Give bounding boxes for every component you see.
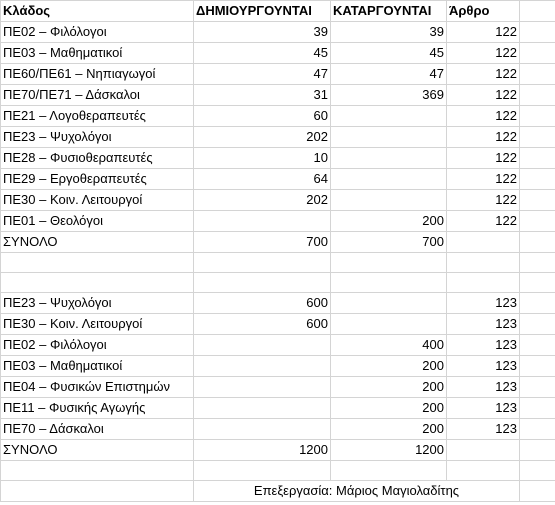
cell-col-2[interactable]: ΔΗΜΙΟΥΡΓΟΥΝΤΑΙ [194,1,331,22]
cell-col-5[interactable] [520,232,555,253]
cell-col-1[interactable]: ΠΕ11 – Φυσικής Αγωγής [1,398,194,419]
cell-col-4[interactable]: 122 [447,64,520,85]
credit-row [1,481,555,502]
cell-col-2[interactable] [194,211,331,232]
table-row [1,22,555,43]
table-row [1,419,555,440]
cell-col-2[interactable] [194,356,331,377]
cell-col-4[interactable]: 122 [447,22,520,43]
cell-col-1[interactable] [1,481,194,502]
empty-row [1,253,555,273]
cell-col-3[interactable]: 47 [331,64,447,85]
table-row [1,314,555,335]
cell-col-4[interactable]: 123 [447,335,520,356]
cell-col-5[interactable] [520,127,555,148]
cell-col-4[interactable] [447,232,520,253]
table-row [1,148,555,169]
table-row [1,335,555,356]
cell-col-1[interactable] [1,461,194,481]
cell-col-1[interactable]: ΠΕ21 – Λογοθεραπευτές [1,106,194,127]
cell-col-2[interactable]: 10 [194,148,331,169]
cell-col-3[interactable]: 200 [331,211,447,232]
cell-col-3[interactable]: 700 [331,232,447,253]
cell-col-5[interactable] [520,293,555,314]
cell-col-5[interactable] [520,461,555,481]
cell-col-4[interactable] [447,440,520,461]
cell-col-1[interactable]: ΠΕ01 – Θεολόγοι [1,211,194,232]
cell-col-4[interactable]: 123 [447,398,520,419]
header-row [1,1,555,22]
total-row [1,232,555,253]
cell-col-1[interactable]: ΠΕ02 – Φιλόλογοι [1,335,194,356]
cell-col-4[interactable]: 123 [447,377,520,398]
cell-col-4[interactable]: 123 [447,419,520,440]
cell-col-5[interactable] [520,440,555,461]
cell-col-5[interactable] [520,43,555,64]
cell-col-1[interactable] [1,253,194,273]
cell-col-5[interactable] [520,419,555,440]
cell-col-5[interactable] [520,190,555,211]
cell-col-4[interactable]: 122 [447,169,520,190]
cell-col-3[interactable]: ΚΑΤΑΡΓΟΥΝΤΑΙ [331,1,447,22]
table-row [1,211,555,232]
cell-col-1[interactable]: ΠΕ29 – Εργοθεραπευτές [1,169,194,190]
table-row [1,64,555,85]
cell-col-2[interactable]: 39 [194,22,331,43]
cell-col-1[interactable]: ΠΕ23 – Ψυχολόγοι [1,127,194,148]
cell-col-4[interactable]: 122 [447,106,520,127]
table-row [1,85,555,106]
cell-col-1[interactable]: ΠΕ70 – Δάσκαλοι [1,419,194,440]
cell-col-3[interactable] [331,148,447,169]
cell-col-4[interactable]: 123 [447,314,520,335]
cell-col-4[interactable] [447,253,520,273]
cell-col-4[interactable] [447,273,520,293]
cell-col-5[interactable] [520,22,555,43]
cell-col-2[interactable] [194,377,331,398]
cell-col-5[interactable] [520,148,555,169]
cell-col-5[interactable] [520,1,555,22]
cell-col-1[interactable]: ΠΕ30 – Κοιν. Λειτουργοί [1,314,194,335]
cell-col-3[interactable]: 369 [331,85,447,106]
table-row [1,169,555,190]
cell-col-1[interactable]: Κλάδος [1,1,194,22]
cell-col-3[interactable] [331,253,447,273]
cell-col-4[interactable]: 122 [447,127,520,148]
cell-col-1[interactable]: ΣΥΝΟΛΟ [1,232,194,253]
cell-col-4[interactable]: 123 [447,356,520,377]
cell-col-2[interactable]: 600 [194,314,331,335]
table-row [1,293,555,314]
table-row [1,398,555,419]
cell-col-5[interactable] [520,169,555,190]
cell-col-2[interactable]: 64 [194,169,331,190]
cell-col-3[interactable]: 45 [331,43,447,64]
cell-col-4[interactable] [447,461,520,481]
cell-col-3[interactable]: 200 [331,419,447,440]
cell-col-3[interactable]: 400 [331,335,447,356]
table-row [1,356,555,377]
cell-col-3[interactable] [331,106,447,127]
cell-col-1[interactable]: ΠΕ60/ΠΕ61 – Νηπιαγωγοί [1,64,194,85]
cell-col-1[interactable]: ΠΕ03 – Μαθηματικοί [1,356,194,377]
cell-col-1[interactable]: ΠΕ30 – Κοιν. Λειτουργοί [1,190,194,211]
cell-col-2[interactable]: 600 [194,293,331,314]
cell-col-1[interactable] [1,273,194,293]
cell-col-4[interactable]: 122 [447,148,520,169]
cell-col-3[interactable]: 39 [331,22,447,43]
credit-text: Επεξεργασία: Μάριος Μαγιολαδίτης [194,481,520,502]
cell-col-5[interactable] [520,85,555,106]
cell-col-1[interactable]: ΠΕ04 – Φυσικών Επιστημών [1,377,194,398]
cell-col-3[interactable] [331,314,447,335]
cell-col-5[interactable] [520,356,555,377]
cell-col-2[interactable]: 202 [194,190,331,211]
cell-col-2[interactable]: 1200 [194,440,331,461]
cell-col-5[interactable] [520,335,555,356]
spreadsheet-body [1,1,555,502]
table-row [1,190,555,211]
cell-col-5[interactable] [520,253,555,273]
cell-col-4[interactable]: 122 [447,43,520,64]
cell-col-1[interactable]: ΠΕ02 – Φιλόλογοι [1,22,194,43]
cell-col-5[interactable] [520,314,555,335]
cell-col-5[interactable] [520,106,555,127]
cell-col-5[interactable] [520,273,555,293]
cell-col-5[interactable] [520,64,555,85]
cell-col-3[interactable] [331,273,447,293]
cell-col-3[interactable]: 200 [331,377,447,398]
total-row [1,440,555,461]
cell-col-4[interactable]: 122 [447,211,520,232]
cell-col-1[interactable]: ΠΕ23 – Ψυχολόγοι [1,293,194,314]
cell-col-3[interactable] [331,127,447,148]
cell-col-2[interactable] [194,398,331,419]
cell-col-3[interactable] [331,293,447,314]
empty-row [1,461,555,481]
cell-col-3[interactable] [331,190,447,211]
cell-col-1[interactable]: ΠΕ70/ΠΕ71 – Δάσκαλοι [1,85,194,106]
cell-col-3[interactable] [331,461,447,481]
empty-row [1,273,555,293]
cell-col-2[interactable] [194,419,331,440]
cell-col-2[interactable] [194,253,331,273]
cell-col-5[interactable] [520,211,555,232]
cell-col-3[interactable] [331,169,447,190]
cell-col-2[interactable]: 45 [194,43,331,64]
table-row [1,127,555,148]
cell-col-3[interactable]: 200 [331,398,447,419]
cell-col-2[interactable]: 31 [194,85,331,106]
cell-col-2[interactable]: 202 [194,127,331,148]
cell-col-3[interactable]: 200 [331,356,447,377]
cell-col-5[interactable] [520,398,555,419]
table-row [1,43,555,64]
cell-col-4[interactable]: 122 [447,85,520,106]
cell-col-2[interactable]: 47 [194,64,331,85]
cell-col-2[interactable]: 700 [194,232,331,253]
cell-col-1[interactable]: ΠΕ28 – Φυσιοθεραπευτές [1,148,194,169]
cell-col-1[interactable]: ΣΥΝΟΛΟ [1,440,194,461]
cell-col-2[interactable]: 60 [194,106,331,127]
table-row [1,377,555,398]
cell-col-5[interactable] [520,377,555,398]
cell-col-3[interactable]: 1200 [331,440,447,461]
cell-col-2[interactable] [194,273,331,293]
table-row [1,106,555,127]
cell-col-1[interactable]: ΠΕ03 – Μαθηματικοί [1,43,194,64]
cell-col-4[interactable]: 123 [447,293,520,314]
cell-col-2[interactable] [194,335,331,356]
cell-col-4[interactable]: 122 [447,190,520,211]
cell-col-4[interactable]: Άρθρο [447,1,520,22]
cell-col-2[interactable] [194,461,331,481]
cell-col-5[interactable] [520,481,555,502]
